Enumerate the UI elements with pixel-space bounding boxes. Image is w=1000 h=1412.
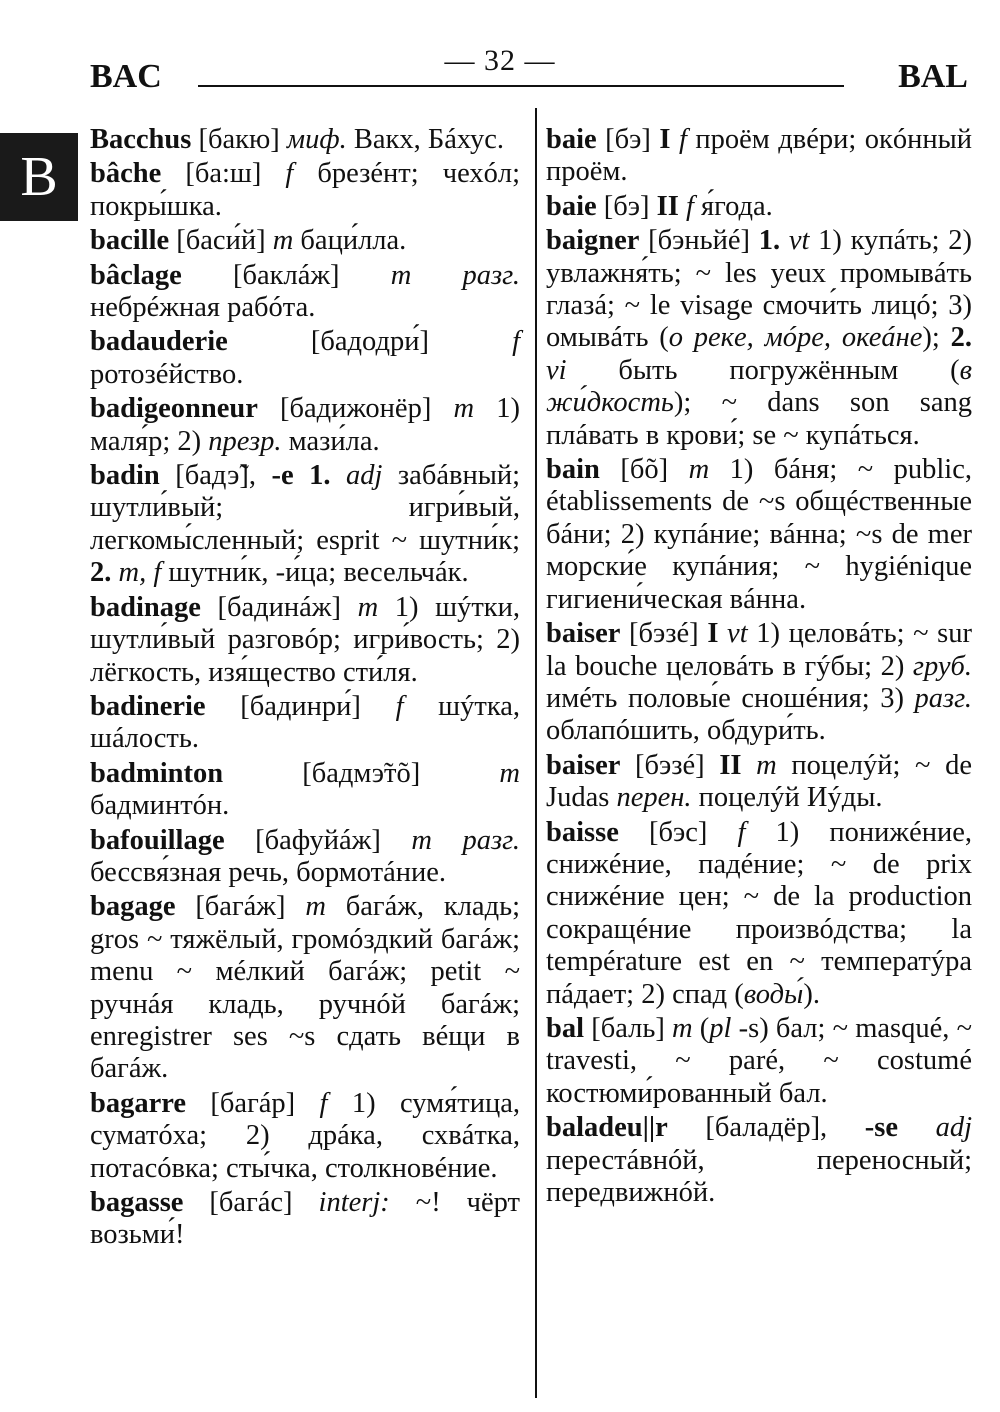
headword: bâclage — [90, 259, 182, 291]
headword: baisse — [546, 816, 619, 848]
entry-text: 1) понижéние, снижéние, падéние; ~ de prix снижéние цен; ~ de la production сокращéние произвóдства; la température est en ~ температýра пáдает; 2) спад ( — [546, 816, 972, 1010]
entry-text: [бадэ̃], — [159, 460, 272, 492]
entry-text: [бэзé] — [620, 749, 720, 781]
grammar-label: vt — [727, 618, 748, 650]
sense-number: II — [719, 749, 742, 781]
dictionary-entry — [90, 326, 520, 391]
grammar-label: adj — [935, 1112, 972, 1144]
entry-text: [бадинри́] — [205, 690, 396, 722]
headword: badauderie — [90, 326, 228, 358]
headword: baigner — [546, 225, 640, 257]
grammar-label: миф. — [286, 124, 347, 155]
entry-text: [бадинáж] — [200, 591, 358, 623]
dictionary-entry — [546, 225, 972, 452]
entry-text: ~! чёрт возьми́! — [90, 1187, 520, 1251]
entry-text: 1) купáть; 2) увлажня́ть; ~ les yeux промывáть глазá; ~ le visage смочи́ть лицó; 3) омывáть ( — [546, 225, 973, 354]
guide-word-left: BAC — [90, 58, 162, 95]
grammar-label: m — [756, 749, 777, 781]
entry-text: [багáр] — [186, 1087, 320, 1119]
grammar-label: m — [357, 591, 379, 623]
entry-text: Вакх, Бáхус. — [346, 124, 505, 155]
entry-text: поцелýй; ~ de Judas — [546, 749, 972, 814]
entry-text — [111, 557, 118, 588]
dictionary-entry — [90, 691, 520, 756]
entry-text: [бадмэ̃тõ] — [223, 757, 500, 789]
entry-text: забáвный; шутли́вый; игри́вый, легкомы́сленный; esprit ~ шутни́к; — [90, 460, 521, 556]
entry-text: [бõ] — [599, 454, 689, 486]
dictionary-entry — [546, 750, 972, 815]
letter-thumb-tab: B — [0, 133, 78, 221]
entry-text: бессвя́зная речь, бормотáние. — [90, 856, 446, 888]
entry-text: [бадодри́] — [227, 326, 513, 358]
right-column — [546, 124, 972, 1211]
entry-text: 1) бáня; ~ public, établissements de ~s общéственные бáни; 2) купáние; вáнна; ~s de mer морски́е купáния; ~ hygiénique гигиени́ческая вáнна. — [546, 454, 973, 615]
column-divider — [535, 108, 537, 1398]
entry-text — [679, 191, 686, 222]
grammar-label: разг. — [914, 682, 972, 714]
entry-text — [742, 750, 757, 781]
entry-text: ); ~ dans son sang плáвать в крови́; se ~ купáться. — [546, 387, 972, 451]
dictionary-entry — [546, 817, 972, 1011]
entry-text: [багáс] — [183, 1187, 319, 1218]
sense-number: II — [656, 190, 679, 222]
dictionary-entry — [90, 260, 520, 325]
entry-text: [бакю] — [191, 124, 287, 155]
grammar-label: в жи́дкость — [546, 354, 972, 419]
grammar-label: f — [678, 124, 687, 155]
grammar-label: f — [512, 326, 520, 358]
dictionary-entry — [90, 393, 520, 458]
entry-text: 1) целовáть; ~ sur la bouche целовáть в гýбы; 2) — [546, 618, 973, 682]
grammar-label: f — [395, 690, 404, 722]
grammar-label: m, f — [118, 557, 162, 589]
entry-text — [670, 124, 678, 155]
entry-text: [бэ] — [596, 190, 657, 222]
entry-text: [бэс] — [618, 816, 738, 848]
entry-text: [баклáж] — [181, 259, 391, 291]
headword: -se — [864, 1112, 898, 1144]
grammar-label: груб. — [912, 650, 972, 682]
entry-text — [294, 460, 310, 491]
dictionary-entry — [90, 225, 520, 257]
dictionary-entry — [546, 1112, 972, 1209]
sense-number: 1. — [758, 225, 781, 257]
dictionary-entry — [90, 460, 520, 590]
grammar-label: m — [453, 393, 475, 425]
entry-text: [багáж] — [175, 891, 306, 923]
entry-text: ). — [803, 978, 820, 1010]
dictionary-entry — [546, 454, 972, 616]
guide-word-right: BAL — [898, 58, 968, 95]
headword: Bacchus — [90, 124, 192, 155]
headword: bacille — [90, 225, 170, 257]
entry-text: 1) сумя́тица, суматóха; 2) дрáка, схвáтка, потасóвка; сты́чка, столкновéние. — [90, 1087, 520, 1184]
headword: bâche — [90, 158, 162, 190]
entry-text: [бэзé] — [620, 618, 708, 650]
entry-text: быть погружённым ( — [566, 354, 960, 386]
headword: bafouillage — [90, 824, 225, 856]
grammar-label: f — [685, 190, 694, 222]
headword: baie — [546, 124, 597, 155]
dictionary-entry — [546, 618, 972, 748]
headword: bagasse — [90, 1187, 184, 1218]
sense-number: 1. — [309, 460, 331, 492]
entry-text: 1) шýтки, шутли́вый разговóр; игри́вость; 2) лёгкость, изя́щество сти́ля. — [90, 591, 520, 688]
headword: bagage — [90, 891, 176, 923]
left-column — [90, 124, 520, 1254]
headword: -e — [271, 460, 294, 492]
sense-number: I — [659, 124, 671, 155]
dictionary-entry — [90, 124, 520, 156]
entry-text: [баладёр], — [667, 1112, 865, 1144]
grammar-label: adj — [346, 460, 383, 492]
grammar-label: pl — [709, 1012, 732, 1044]
grammar-label: презр. — [208, 425, 282, 457]
entry-text: [ба:ш] — [161, 158, 286, 190]
dictionary-entry — [90, 891, 520, 1085]
dictionary-entry — [90, 758, 520, 823]
grammar-label: f — [737, 816, 746, 848]
entry-text: баци́лла. — [293, 225, 407, 257]
dictionary-entry — [90, 1187, 520, 1252]
headword: baladeu||r — [546, 1112, 668, 1144]
headword: bain — [546, 454, 600, 486]
headword: baie — [546, 190, 597, 222]
entry-text: я́года. — [693, 190, 773, 222]
entry-text: [бэньйé] — [639, 225, 759, 257]
grammar-label: f — [285, 158, 294, 190]
entry-text: перестáвнóй, переносный; передвижнóй. — [546, 1144, 972, 1208]
entry-text: шутни́к, -и́ца; весельчáк. — [161, 557, 469, 589]
dictionary-entry — [546, 124, 972, 189]
sense-number: 2. — [90, 557, 112, 589]
headword: bagarre — [90, 1087, 187, 1119]
grammar-label: m — [272, 225, 294, 257]
headword: baiser — [546, 749, 621, 781]
entry-text: бадминтóн. — [90, 790, 230, 822]
sense-number: I — [707, 618, 719, 650]
grammar-label: o рекe, мóре, океáне — [668, 322, 923, 354]
entry-text — [898, 1112, 936, 1143]
dictionary-entry — [90, 1088, 520, 1185]
sense-number: 2. — [950, 322, 972, 354]
dictionary-entry — [546, 1013, 972, 1110]
grammar-label: m — [688, 454, 710, 486]
headword: badminton — [90, 757, 224, 789]
dictionary-entry — [90, 825, 520, 890]
dictionary-entry — [90, 592, 520, 689]
entry-text: -s) бал; ~ masqué, ~ travesti, ~ paré, ~ costumé костюми́рованный бал. — [546, 1012, 972, 1109]
headword: bal — [546, 1012, 585, 1044]
headword: badigeonneur — [90, 393, 258, 425]
grammar-label: m разг. — [390, 259, 520, 291]
entry-text: [бафуйáж] — [224, 824, 412, 856]
dictionary-entry — [546, 191, 972, 223]
header-rule — [198, 85, 844, 87]
grammar-label: f — [319, 1087, 328, 1119]
grammar-label: vi — [546, 354, 567, 386]
entry-text: [бэ] — [596, 124, 660, 155]
entry-text: брезéнт; чехóл; покры́шка. — [90, 158, 521, 222]
entry-text — [330, 460, 346, 491]
entry-text: ); — [922, 322, 951, 354]
entry-text: ротозéйство. — [90, 358, 244, 390]
entry-text: багáж, кладь; gros ~ тяжёлый, громóздкий багáж; menu ~ мéлкий багáж; petit ~ ручнáя кладь, ручнóй багáж; enregistrer ses ~s сдать вéщи в багáж. — [90, 891, 520, 1085]
entry-text: [баль] — [584, 1012, 672, 1044]
entry-text: поцелýй Иýды. — [691, 782, 883, 814]
headword: baiser — [546, 618, 621, 650]
headword: badinerie — [90, 690, 206, 722]
grammar-label: перен. — [616, 782, 692, 814]
entry-text: облапóшить, обдури́ть. — [546, 715, 826, 747]
entry-text — [780, 225, 789, 256]
grammar-label: interj: — [318, 1187, 390, 1218]
entry-text: ( — [692, 1012, 710, 1044]
entry-text: имéть половы́е сношéния; 3) — [546, 682, 915, 714]
entry-text: мази́ла. — [281, 425, 380, 457]
grammar-label: vt — [788, 225, 810, 257]
grammar-label: m — [672, 1012, 693, 1044]
entry-text: [бадижонёр] — [257, 393, 454, 425]
page-number: — 32 — — [444, 44, 556, 77]
entry-text: 1) маля́р; 2) — [90, 393, 520, 457]
grammar-label: m разг. — [411, 824, 521, 856]
grammar-label: m — [499, 757, 520, 789]
grammar-label: m — [305, 891, 326, 923]
entry-text: [баси́й] — [169, 225, 273, 257]
grammar-label: воды́ — [743, 978, 804, 1010]
headword: badin — [90, 460, 160, 492]
headword: badinage — [90, 591, 201, 623]
dictionary-entry — [90, 158, 520, 223]
entry-text: проём двéри; окóнный проём. — [546, 124, 973, 188]
entry-text: шýтка, шáлость. — [90, 690, 521, 755]
entry-text: небрéжная рабóта. — [90, 292, 316, 324]
entry-text — [718, 618, 727, 649]
